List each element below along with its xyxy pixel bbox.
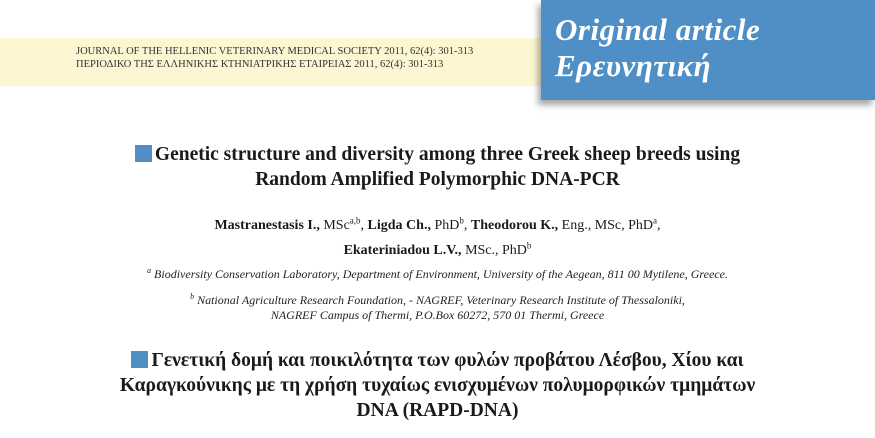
article-type-en: Original article: [555, 12, 761, 47]
author-line1: [0, 210, 875, 236]
title-en-line2: Random Amplified Polymorphic DNA-PCR: [255, 169, 620, 190]
title-gr-line1: [0, 348, 875, 373]
article-type-box: [541, 0, 875, 100]
affiliation-b: $^b$ National Agriculture Research Foundation, - NAGREF, Veterinary Research Institute of Thessaloniki, NAGREF Campus of Thermi, P.O.Box 60272, 570 01 Thermi, Greece: [190, 292, 685, 322]
square-bullet-icon: [131, 351, 148, 368]
square-bullet-icon: [135, 145, 152, 162]
author: Ligda Ch., PhD$^b$,: [367, 215, 471, 233]
affiliation-a: $^a$ Biodiversity Conservation Laboratory, Department of Environment, University of the Aegean, 811 00 Mytilene, Greece.: [147, 266, 728, 281]
title-english: [0, 142, 875, 192]
title-gr-line3: DNA (RAPD-DNA): [356, 400, 519, 421]
article-type-gr: Ερευνητική: [555, 48, 712, 83]
journal-citation-en: JOURNAL OF THE HELLENIC VETERINARY MEDICAL SOCIETY 2011, 62(4): 301-313: [76, 46, 474, 57]
author: Mastranestasis I., MSc$^{a,b}$,: [214, 215, 368, 233]
title-gr-line1-text: Γενετική δομή και ποικιλότητα των φυλών προβάτου Λέσβου, Χίου και: [151, 350, 744, 371]
title-en-line1: [0, 142, 875, 167]
author-list: [0, 210, 875, 261]
journal-citation: [76, 45, 473, 71]
author: Theodorou K., Eng., MSc, PhD$^a$,: [470, 215, 661, 233]
title-en-line1-text: Genetic structure and diversity among three Greek sheep breeds using: [154, 144, 741, 165]
journal-citation-gr: ΠΕΡΙΟΔΙΚΟ ΤΗΣ ΕΛΛΗΝΙΚΗΣ ΚΤΗΝΙΑΤΡΙΚΗΣ ΕΤΑΙΡΕΙΑΣ 2011, 62(4): 301-313: [76, 59, 444, 70]
author-line2: [0, 236, 875, 262]
title-gr-line2: Καραγκούνικης με τη χρήση τυχαίως ενισχυμένων πολυμορφικών τμημάτων: [119, 375, 756, 396]
title-greek: [0, 348, 875, 423]
author: Ekateriniadou L.V., MSc., PhD$^b$: [343, 240, 532, 259]
